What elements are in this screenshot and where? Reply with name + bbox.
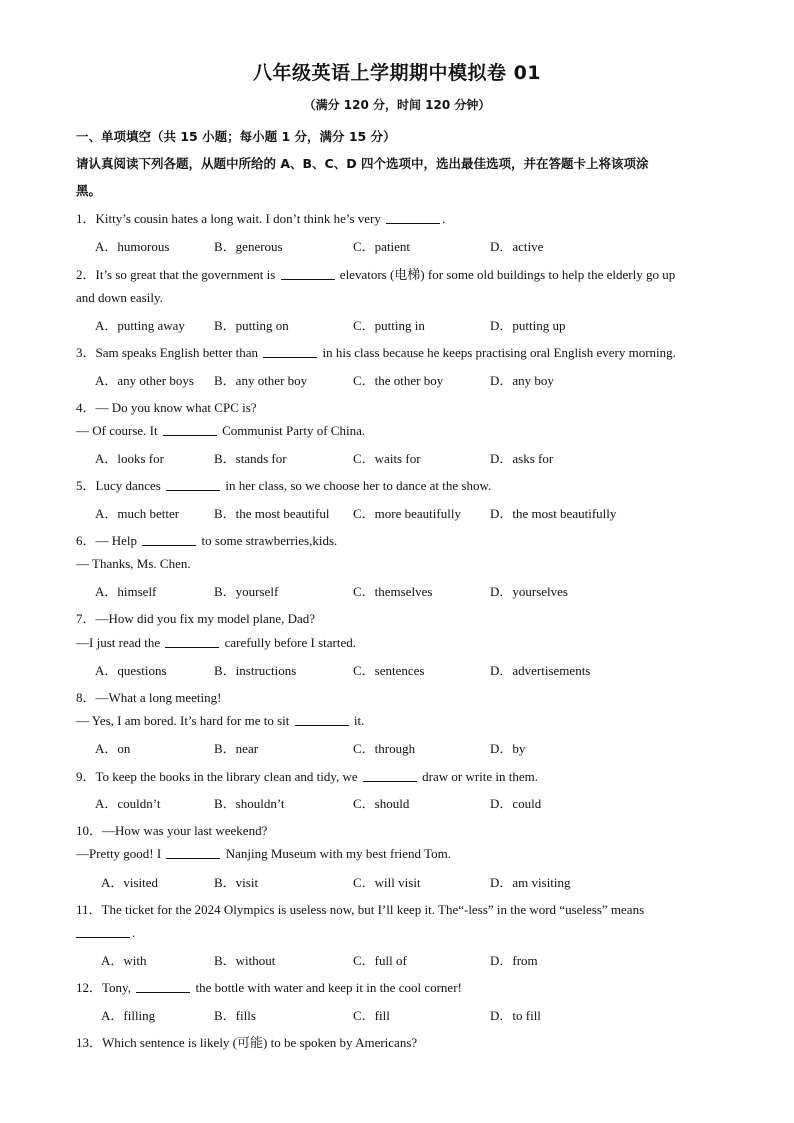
answer-blank [166,846,220,859]
question-6-line-2: — Thanks, Ms. Chen. [76,556,191,571]
option-b[interactable]: B．stands for [214,451,287,466]
option-a[interactable]: A．questions [95,663,167,678]
question-3 [76,342,676,361]
question-1 [76,208,445,227]
option-d[interactable]: D．from [490,953,538,968]
question-text: the bottle with water and keep it in the cool corner! [195,980,462,995]
answer-blank [142,533,196,546]
section-heading: 一、单项填空（共 15 小题；每小题 1 分，满分 15 分） [76,129,396,144]
option-a[interactable]: A．putting away [95,318,185,333]
question-2-line-2: and down easily. [76,290,163,305]
question-text: . [132,925,136,940]
instruction-line-1: 请认真阅读下列各题，从题中所给的 A、B、C、D 四个选项中，选出最佳选项，并在答题卡上将该项涂 [76,156,649,171]
answer-blank [165,635,219,648]
option-b[interactable]: B．fills [214,1008,256,1023]
option-b[interactable]: B．yourself [214,584,279,599]
option-c[interactable]: C．waits for [353,451,421,466]
question-text: elevators (电梯) for some old buildings to help the elderly go up [339,267,676,282]
option-d[interactable]: D．putting up [490,318,566,333]
option-b[interactable]: B．instructions [214,663,297,678]
answer-blank [363,769,417,782]
option-b[interactable]: B．any other boy [214,373,308,388]
option-c[interactable]: C．will visit [353,875,421,890]
option-a[interactable]: A．with [101,953,147,968]
answer-blank [386,211,440,224]
option-c[interactable]: C．putting in [353,318,425,333]
option-b[interactable]: B．generous [214,239,283,254]
page-title: 八年级英语上学期期中模拟卷 01 [252,62,542,84]
option-d[interactable]: D．to fill [490,1008,541,1023]
option-b[interactable]: B．shouldn’t [214,796,285,811]
page-subtitle: （满分 120 分，时间 120 分钟） [303,98,491,112]
question-8: 8．—What a long meeting! [76,690,222,705]
question-text: —Pretty good! I [76,846,162,861]
option-a[interactable]: A．humorous [95,239,170,254]
option-a[interactable]: A．visited [101,875,159,890]
option-d[interactable]: D．the most beautifully [490,506,617,521]
question-11-line-2 [76,925,135,941]
option-d[interactable]: D．yourselves [490,584,568,599]
option-b[interactable]: B．putting on [214,318,289,333]
option-a[interactable]: A．filling [101,1008,156,1023]
question-7-line-2 [76,635,356,651]
question-text: 5．Lucy dances [76,478,161,493]
option-a[interactable]: A．himself [95,584,157,599]
answer-blank [263,345,317,358]
question-text: 6．— Help [76,533,138,548]
question-text: Nanjing Museum with my best friend Tom. [225,846,451,861]
option-b[interactable]: B．without [214,953,276,968]
instruction-line-2: 黑。 [76,183,102,198]
option-c[interactable]: C．through [353,741,416,756]
question-13: 13．Which sentence is likely (可能) to be spoken by Americans? [76,1035,418,1050]
answer-blank [295,713,349,726]
option-c[interactable]: C．themselves [353,584,433,599]
question-11: 11．The ticket for the 2024 Olympics is useless now, but I’ll keep it. The“-less” in the word “useless” means [76,902,645,917]
answer-blank [136,980,190,993]
question-9 [76,766,538,785]
question-text: draw or write in them. [422,769,539,784]
option-a[interactable]: A．looks for [95,451,164,466]
option-c[interactable]: C．should [353,796,410,811]
question-12 [76,977,462,996]
option-d[interactable]: D．any boy [490,373,554,388]
option-c[interactable]: C．full of [353,953,407,968]
question-7: 7．—How did you fix my model plane, Dad? [76,611,316,626]
option-d[interactable]: D．active [490,239,544,254]
option-d[interactable]: D．could [490,796,542,811]
question-text: 2．It’s so great that the government is [76,267,276,282]
question-5 [76,475,491,494]
answer-blank [76,925,130,938]
question-6 [76,530,337,549]
question-text: — Of course. It [76,423,158,438]
answer-blank [281,267,335,280]
option-b[interactable]: B．the most beautiful [214,506,330,521]
question-text: Communist Party of China. [222,423,366,438]
option-b[interactable]: B．visit [214,875,259,890]
option-a[interactable]: A．any other boys [95,373,194,388]
question-2 [76,264,675,283]
option-c[interactable]: C．fill [353,1008,390,1023]
option-d[interactable]: D．asks for [490,451,554,466]
option-d[interactable]: D．advertisements [490,663,591,678]
question-8-line-2 [76,713,364,729]
question-text: carefully before I started. [224,635,356,650]
question-text: —I just read the [76,635,161,650]
option-c[interactable]: C．sentences [353,663,425,678]
question-10: 10．—How was your last weekend? [76,823,268,838]
question-4-line-2 [76,423,365,439]
question-text: to some strawberries,kids. [201,533,338,548]
answer-blank [163,423,217,436]
question-text: . [442,211,446,226]
question-10-line-2 [76,846,451,862]
question-text: it. [353,713,365,728]
question-4: 4．— Do you know what CPC is? [76,400,257,415]
question-text: in her class, so we choose her to dance at the show. [225,478,492,493]
question-text: — Yes, I am bored. It’s hard for me to sit [76,713,290,728]
option-c[interactable]: C．more beautifully [353,506,461,521]
answer-blank [166,478,220,491]
option-c[interactable]: C．patient [353,239,411,254]
option-b[interactable]: B．near [214,741,259,756]
question-text: 1．Kitty’s cousin hates a long wait. I don’t think he’s very [76,211,381,226]
question-text: 3．Sam speaks English better than [76,345,258,360]
option-a[interactable]: A．couldn’t [95,796,161,811]
option-c[interactable]: C．the other boy [353,373,444,388]
question-text: 9．To keep the books in the library clean and tidy, we [76,769,358,784]
option-a[interactable]: A．on [95,741,131,756]
option-a[interactable]: A．much better [95,506,180,521]
option-d[interactable]: D．by [490,741,526,756]
option-d[interactable]: D．am visiting [490,875,571,890]
question-text: 12．Tony, [76,980,131,995]
question-text: in his class because he keeps practising oral English every morning. [322,345,676,360]
